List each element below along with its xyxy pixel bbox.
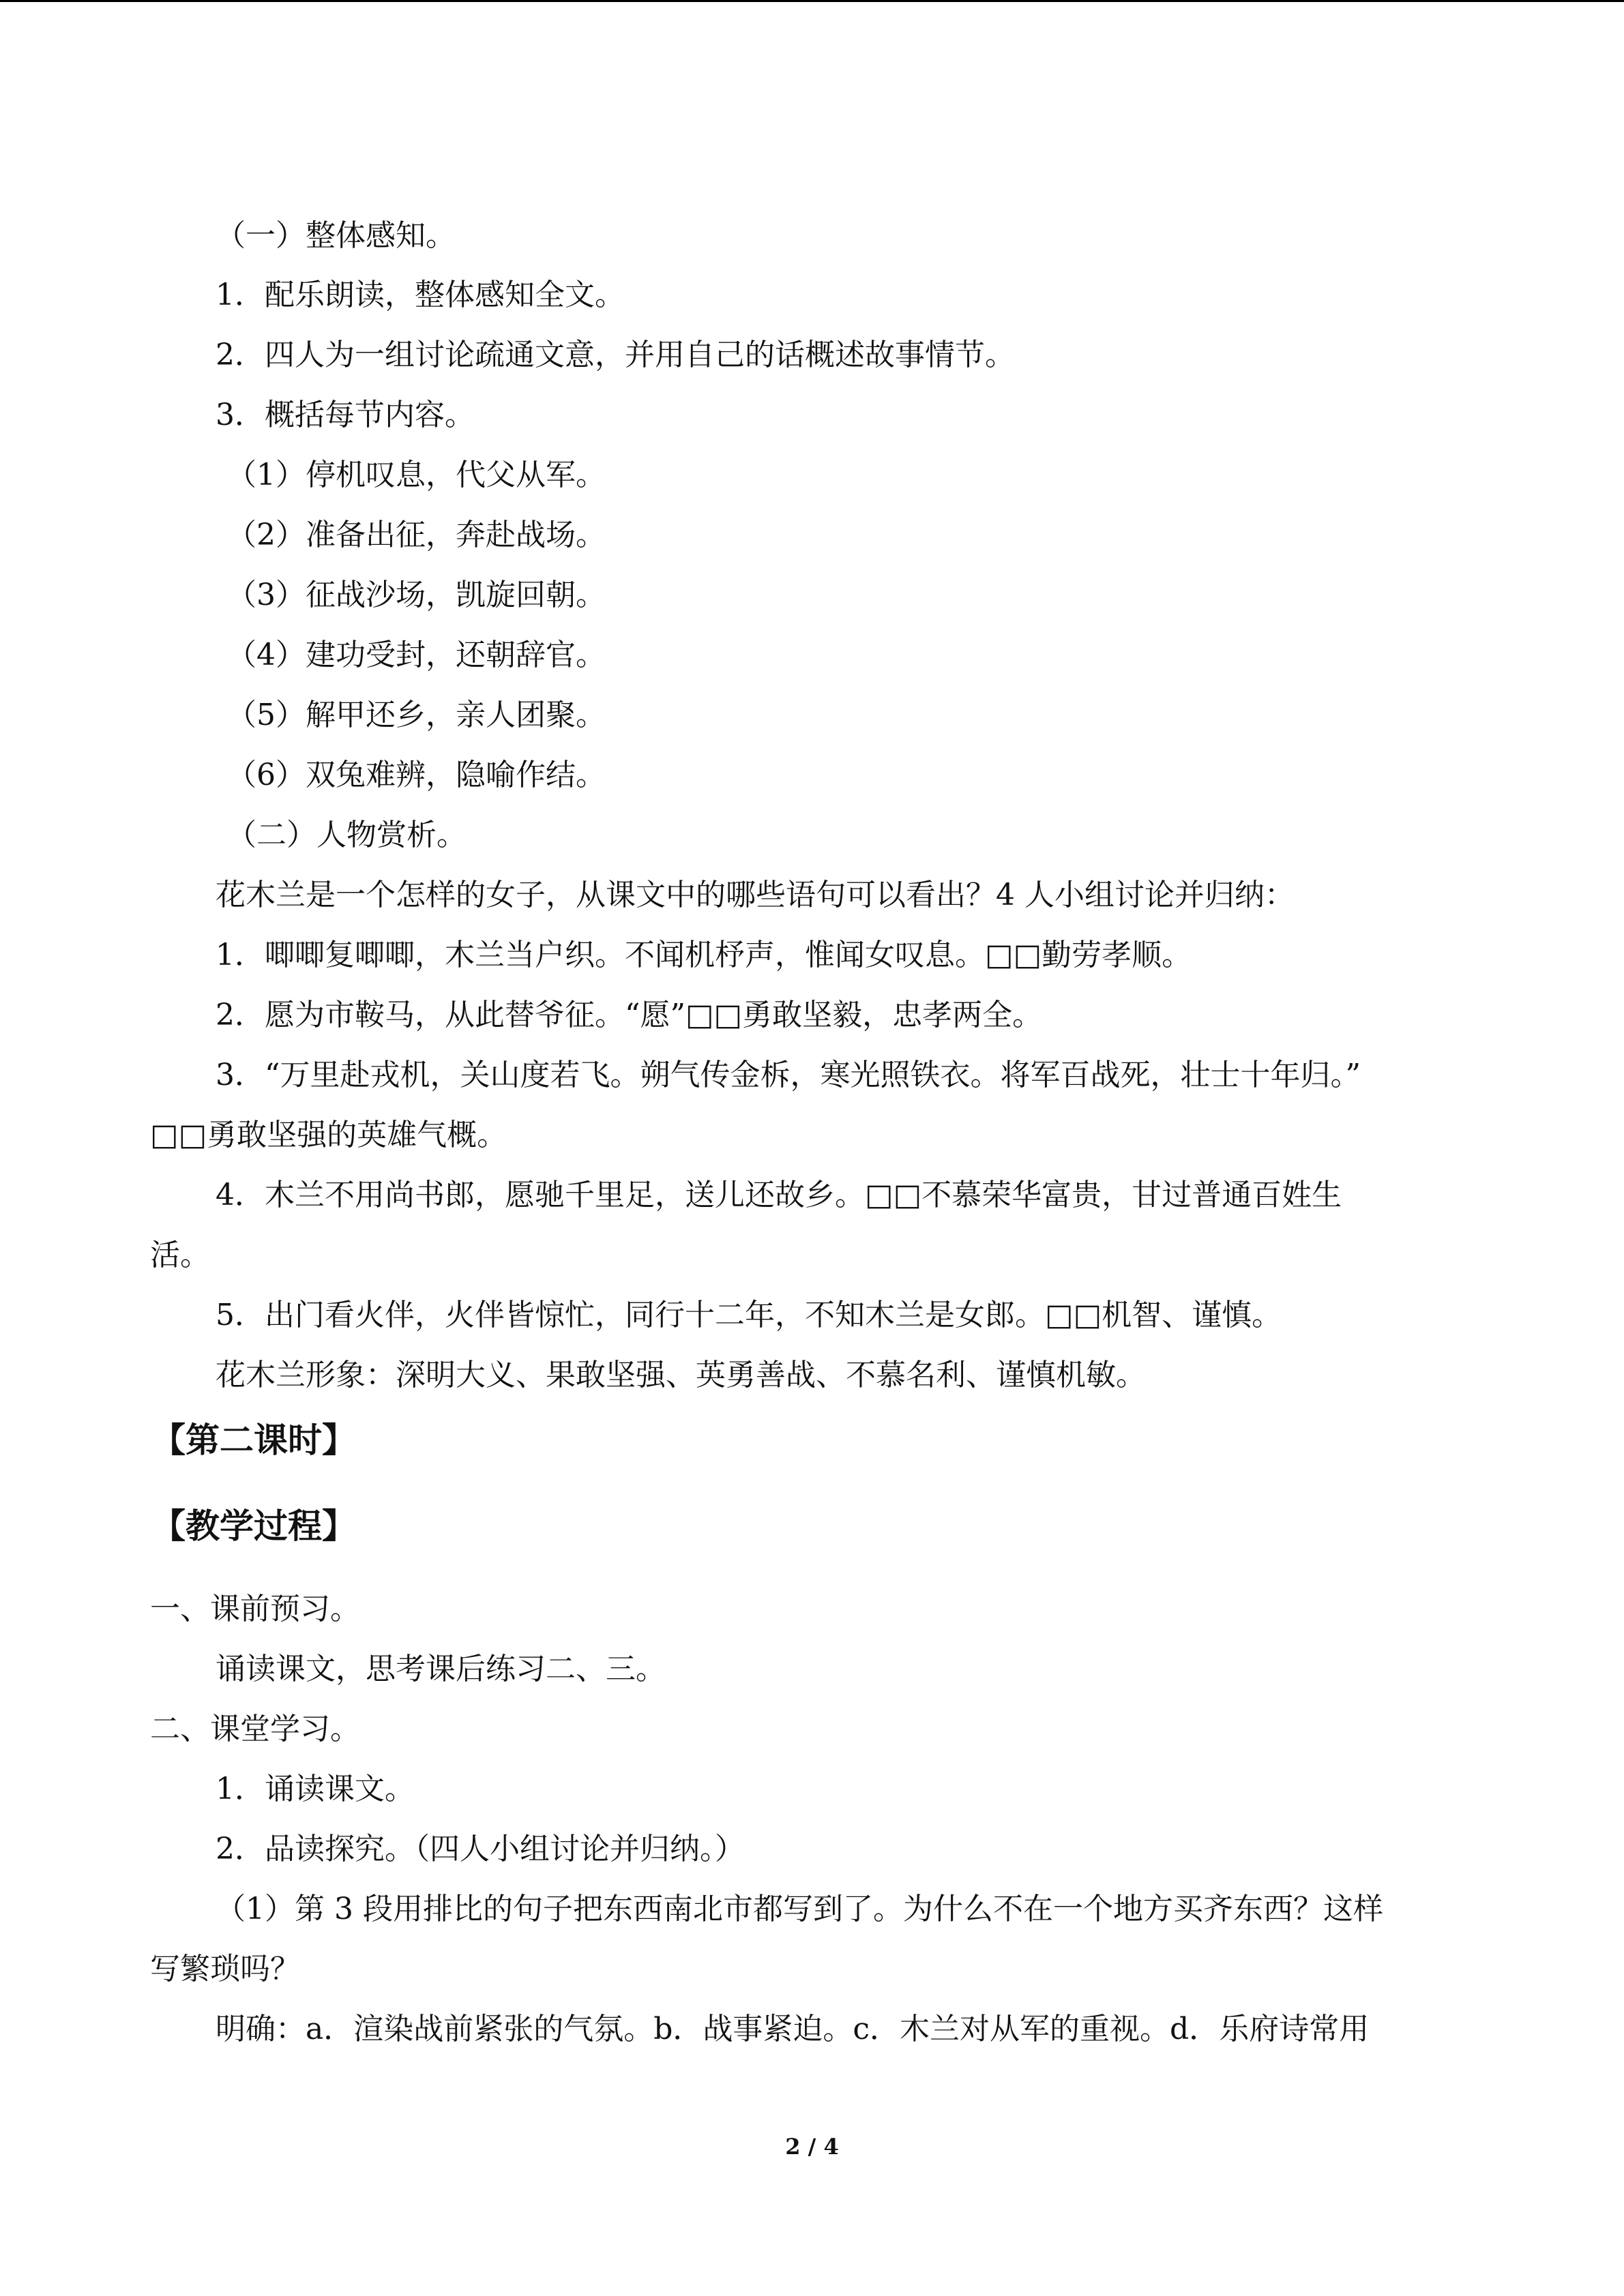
paragraph: 活。 [150,1238,210,1272]
paragraph: 1．唧唧复唧唧，木兰当户织。不闻机杼声，惟闻女叹息。□□勤劳孝顺。 [216,938,1192,972]
list-item: （5）解甲还乡，亲人团聚。 [226,698,606,732]
heading-second-lesson: 【第二课时】 [151,1420,356,1460]
paragraph: 明确：a．渲染战前紧张的气氛。b．战事紧迫。c．木兰对从军的重视。d．乐府诗常用 [216,2012,1370,2046]
paragraph: 花木兰是一个怎样的女子，从课文中的哪些语句可以看出？4 人小组讨论并归纳： [216,878,1295,912]
section-title-overview: （一）整体感知。 [216,218,456,253]
list-item: （1）停机叹息，代父从军。 [226,458,606,492]
paragraph: 4．木兰不用尚书郎，愿驰千里足，送儿还故乡。□□不慕荣华富贵，甘过普通百姓生 [216,1178,1342,1212]
paragraph: 诵读课文，思考课后练习二、三。 [216,1652,666,1686]
page-number: 2 / 4 [785,2134,839,2160]
paragraph: □□勇敢坚强的英雄气概。 [150,1118,507,1152]
paragraph: 1．配乐朗读，整体感知全文。 [216,278,625,312]
paragraph: 1．诵读课文。 [216,1772,415,1806]
heading-teaching-process: 【教学过程】 [151,1506,356,1546]
paragraph: 5．出门看火伴，火伴皆惊忙，同行十二年，不知木兰是女郎。□□机智、谨慎。 [216,1298,1282,1332]
paragraph: 2．品读探究。（四人小组讨论并归纳。） [216,1832,745,1866]
list-item: （4）建功受封，还朝辞官。 [226,638,606,672]
list-item: （3）征战沙场，凯旋回朝。 [226,578,606,612]
paragraph: 一、课前预习。 [150,1592,360,1626]
paragraph: 3．概括每节内容。 [216,398,475,432]
list-item: （2）准备出征，奔赴战场。 [226,518,606,552]
paragraph: 2．愿为市鞍马，从此替爷征。“愿”□□勇敢坚毅，忠孝两全。 [216,998,1043,1032]
paragraph: 3．“万里赴戎机，关山度若飞。朔气传金柝，寒光照铁衣。将军百战死，壮士十年归。” [216,1058,1361,1092]
paragraph: 写繁琐吗？ [150,1952,300,1986]
paragraph: 二、课堂学习。 [150,1712,360,1746]
list-item: （6）双兔难辨，隐喻作结。 [226,758,606,792]
section-title-character: （二）人物赏析。 [226,818,467,852]
paragraph: 2．四人为一组讨论疏通文意，并用自己的话概述故事情节。 [216,338,1015,372]
paragraph: （1）第 3 段用排比的句子把东西南北市都写到了。为什么不在一个地方买齐东西？这样 [216,1892,1383,1926]
paragraph: 花木兰形象：深明大义、果敢坚强、英勇善战、不慕名利、谨慎机敏。 [216,1358,1146,1392]
